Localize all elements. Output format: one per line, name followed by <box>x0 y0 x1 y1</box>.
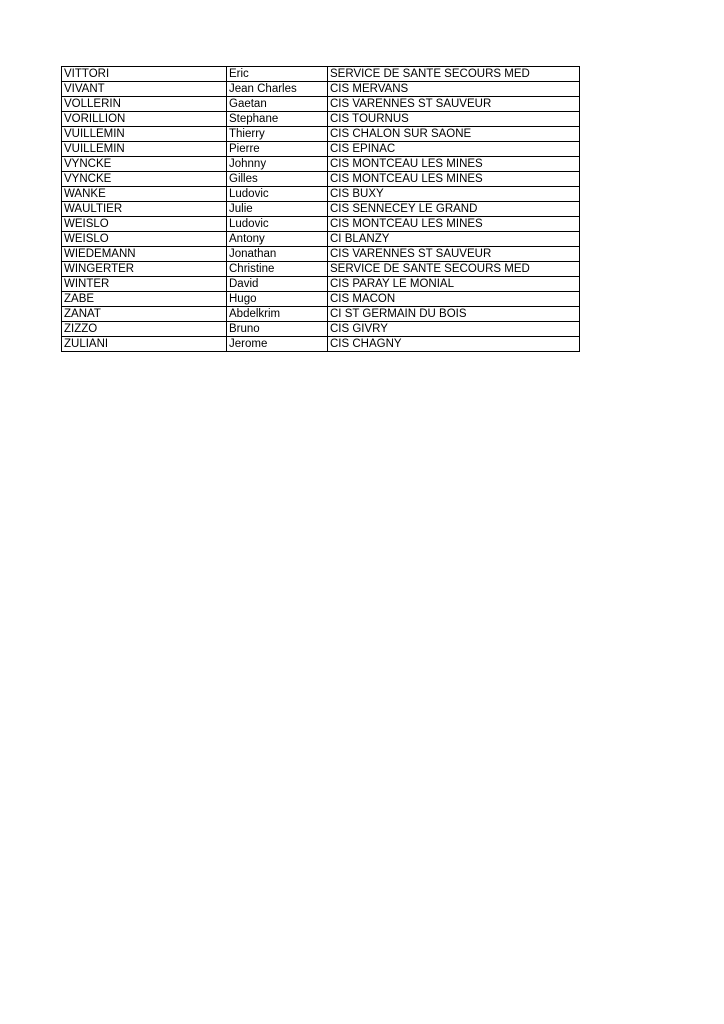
center-cell: SERVICE DE SANTE SECOURS MED <box>328 67 580 82</box>
last-name-cell: VITTORI <box>62 67 227 82</box>
first-name-cell: Hugo <box>227 292 328 307</box>
last-name-cell: VYNCKE <box>62 172 227 187</box>
last-name-cell: VORILLION <box>62 112 227 127</box>
table-row <box>62 292 580 307</box>
center-cell: CIS VARENNES ST SAUVEUR <box>328 97 580 112</box>
table-row <box>62 247 580 262</box>
last-name-cell: ZULIANI <box>62 337 227 352</box>
center-cell: CIS CHAGNY <box>328 337 580 352</box>
center-cell: CIS MONTCEAU LES MINES <box>328 172 580 187</box>
center-cell: CIS EPINAC <box>328 142 580 157</box>
first-name-cell: Antony <box>227 232 328 247</box>
center-cell: CI ST GERMAIN DU BOIS <box>328 307 580 322</box>
table-row <box>62 217 580 232</box>
table-row <box>62 202 580 217</box>
first-name-cell: Pierre <box>227 142 328 157</box>
center-cell: CIS PARAY LE MONIAL <box>328 277 580 292</box>
center-cell: CIS MACON <box>328 292 580 307</box>
center-cell: CIS TOURNUS <box>328 112 580 127</box>
table-row <box>62 337 580 352</box>
last-name-cell: WINGERTER <box>62 262 227 277</box>
table-row <box>62 262 580 277</box>
center-cell: CIS BUXY <box>328 187 580 202</box>
center-cell: CIS CHALON SUR SAONE <box>328 127 580 142</box>
first-name-cell: Jerome <box>227 337 328 352</box>
first-name-cell: Ludovic <box>227 187 328 202</box>
center-cell: CIS GIVRY <box>328 322 580 337</box>
center-cell: CIS VARENNES ST SAUVEUR <box>328 247 580 262</box>
first-name-cell: David <box>227 277 328 292</box>
last-name-cell: ZABE <box>62 292 227 307</box>
personnel-table <box>61 66 580 352</box>
last-name-cell: WAULTIER <box>62 202 227 217</box>
last-name-cell: WANKE <box>62 187 227 202</box>
first-name-cell: Julie <box>227 202 328 217</box>
last-name-cell: VUILLEMIN <box>62 127 227 142</box>
first-name-cell: Stephane <box>227 112 328 127</box>
last-name-cell: ZIZZO <box>62 322 227 337</box>
center-cell: CIS MONTCEAU LES MINES <box>328 157 580 172</box>
first-name-cell: Johnny <box>227 157 328 172</box>
last-name-cell: VUILLEMIN <box>62 142 227 157</box>
first-name-cell: Bruno <box>227 322 328 337</box>
last-name-cell: WINTER <box>62 277 227 292</box>
last-name-cell: VOLLERIN <box>62 97 227 112</box>
last-name-cell: WEISLO <box>62 217 227 232</box>
table-row <box>62 82 580 97</box>
first-name-cell: Jonathan <box>227 247 328 262</box>
table-row <box>62 112 580 127</box>
table-row <box>62 277 580 292</box>
center-cell: CIS MERVANS <box>328 82 580 97</box>
table-row <box>62 232 580 247</box>
last-name-cell: ZANAT <box>62 307 227 322</box>
first-name-cell: Gaetan <box>227 97 328 112</box>
first-name-cell: Ludovic <box>227 217 328 232</box>
first-name-cell: Thierry <box>227 127 328 142</box>
first-name-cell: Jean Charles <box>227 82 328 97</box>
table-row <box>62 187 580 202</box>
center-cell: SERVICE DE SANTE SECOURS MED <box>328 262 580 277</box>
first-name-cell: Abdelkrim <box>227 307 328 322</box>
table-row <box>62 172 580 187</box>
table-row <box>62 67 580 82</box>
table-row <box>62 97 580 112</box>
first-name-cell: Christine <box>227 262 328 277</box>
last-name-cell: WIEDEMANN <box>62 247 227 262</box>
document-page <box>61 66 580 352</box>
last-name-cell: WEISLO <box>62 232 227 247</box>
table-row <box>62 322 580 337</box>
center-cell: CIS MONTCEAU LES MINES <box>328 217 580 232</box>
table-row <box>62 127 580 142</box>
first-name-cell: Gilles <box>227 172 328 187</box>
first-name-cell: Eric <box>227 67 328 82</box>
last-name-cell: VYNCKE <box>62 157 227 172</box>
table-row <box>62 307 580 322</box>
table-row <box>62 142 580 157</box>
table-row <box>62 157 580 172</box>
center-cell: CI BLANZY <box>328 232 580 247</box>
last-name-cell: VIVANT <box>62 82 227 97</box>
center-cell: CIS SENNECEY LE GRAND <box>328 202 580 217</box>
